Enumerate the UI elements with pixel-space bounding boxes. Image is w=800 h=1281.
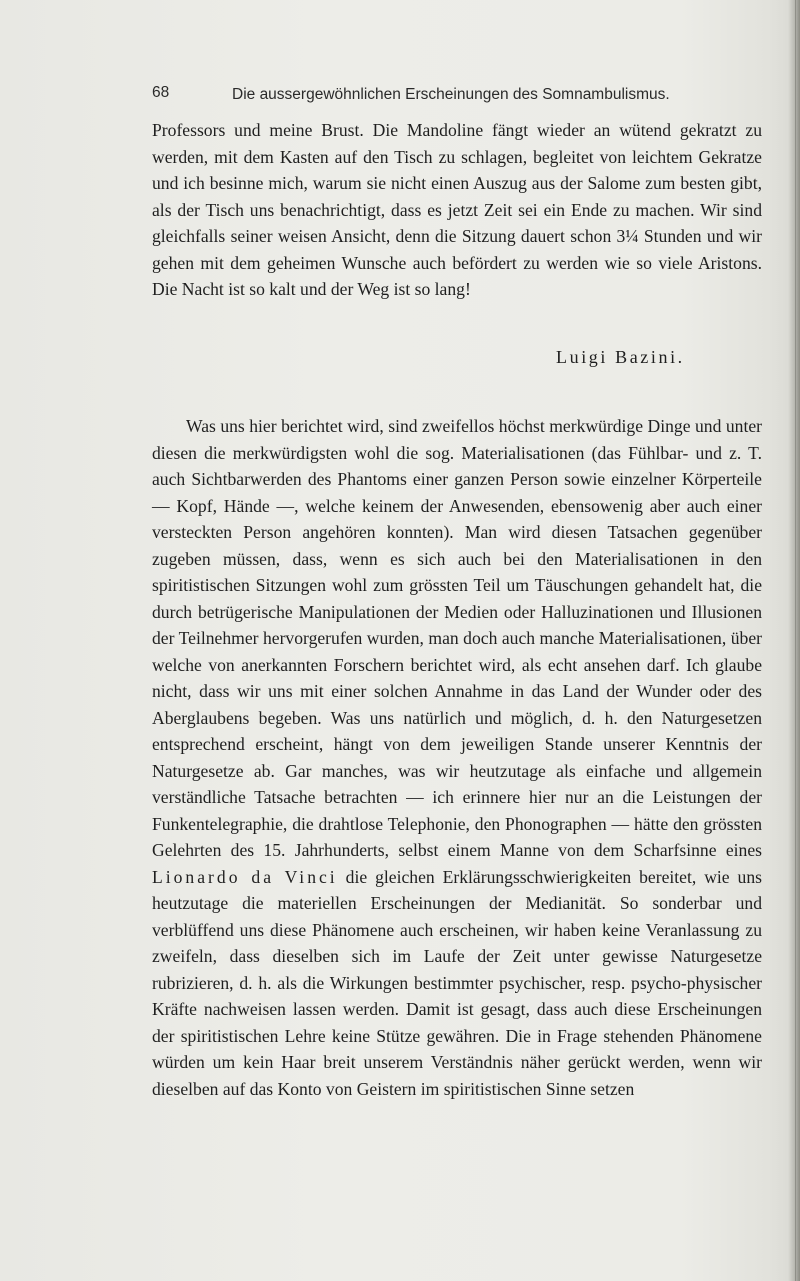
person-name-lionardo: Lionardo da Vinci xyxy=(152,866,338,887)
running-title: Die aussergewöhnlichen Erscheinungen des Somnambulismus. xyxy=(232,86,670,103)
page-edge-line xyxy=(795,0,796,1281)
paragraph-2-text-a: Was uns hier berichtet wird, sind zweifellos höchst merkwürdige Dinge und unter diesen die merkwürdigsten wohl die sog. Materialisationen (das Fühlbar- und z. T. auch Sichtbarwerden des Phantoms einer ganzen Person sowie einzelner Körperteile — Kopf, Hände —, welche keinem der Anwesenden, ebensowenig aber auch einer versteckten Person angehören konnten). Man wird diesen Tatsachen gegenüber zugeben müssen, dass, wenn es sich auch bei den Materialisationen in den spiritistischen Sitzungen wohl zum grössten Teil um Täuschungen gehandelt hat, die durch betrügerische Manipulationen der Medien oder Halluzinationen und Illusionen der Teilnehmer hervorgerufen wurden, man doch auch manche Materialisationen, über welche von anerkannten Forschern berichtet wird, als echt ansehen darf. Ich glaube nicht, dass wir uns mit einer solchen Annahme in das Land der Wunder oder des Aberglaubens begeben. Was uns natürlich und möglich, d. h. den Naturgesetzen entsprechend erscheint, hängt von dem jeweiligen Stande unserer Kenntnis der Naturgesetze ab. Gar manches, was wir heutzutage als einfache und allgemein verständliche Tatsache betrachten — ich erinnere hier nur an die Leistungen der Funkentelegraphie, die drahtlose Telephonie, den Phonographen — hätte den grössten Gelehrten des 15. Jahrhunderts, selbst einem Manne von dem Scharfsinne eines xyxy=(152,416,762,860)
signature: Luigi Bazini. xyxy=(556,347,685,367)
paragraph-2 xyxy=(152,413,762,1102)
page-edge-shadow xyxy=(788,0,800,1281)
paragraph-2-text-b: die gleichen Erklärungsschwierigkeiten bereitet, wie uns heutzutage die materiellen Erscheinungen der Medianität. So sonderbar und verblüffend uns diese Phänomene auch erscheinen, wir haben keine Veranlassung zu zweifeln, dass dieselben sich im Laufe der Zeit unter gewisse Naturgesetze rubrizieren, d. h. als die Wirkungen bestimmter psychischer, resp. psycho-physischer Kräfte nachweisen lassen werden. Damit ist gesagt, dass auch diese Erscheinungen der spiritistischen Lehre keine Stütze gewähren. Die in Frage stehenden Phänomene würden um kein Haar breit unserem Verständnis näher gerückt werden, wenn wir dieselben auf das Konto von Geistern im spiritistischen Sinne setzen xyxy=(152,866,762,1099)
paragraph-1: Professors und meine Brust. Die Mandoline fängt wieder an wütend gekratzt zu werden, mit dem Kasten auf den Tisch zu schlagen, begleitet von leichtem Gekratze und ich besinne mich, warum sie nicht einen Auszug aus der Salome zum besten gibt, als der Tisch uns benachrichtigt, dass es jetzt Zeit sei ein Ende zu machen. Wir sind gleichfalls seiner weisen Ansicht, denn die Sitzung dauert schon 3¼ Stunden und wir gehen mit dem geheimen Wunsche auch befördert zu werden wie so viele Aristons. Die Nacht ist so kalt und der Weg ist so lang! xyxy=(152,120,762,299)
page-number: 68 xyxy=(152,84,170,101)
